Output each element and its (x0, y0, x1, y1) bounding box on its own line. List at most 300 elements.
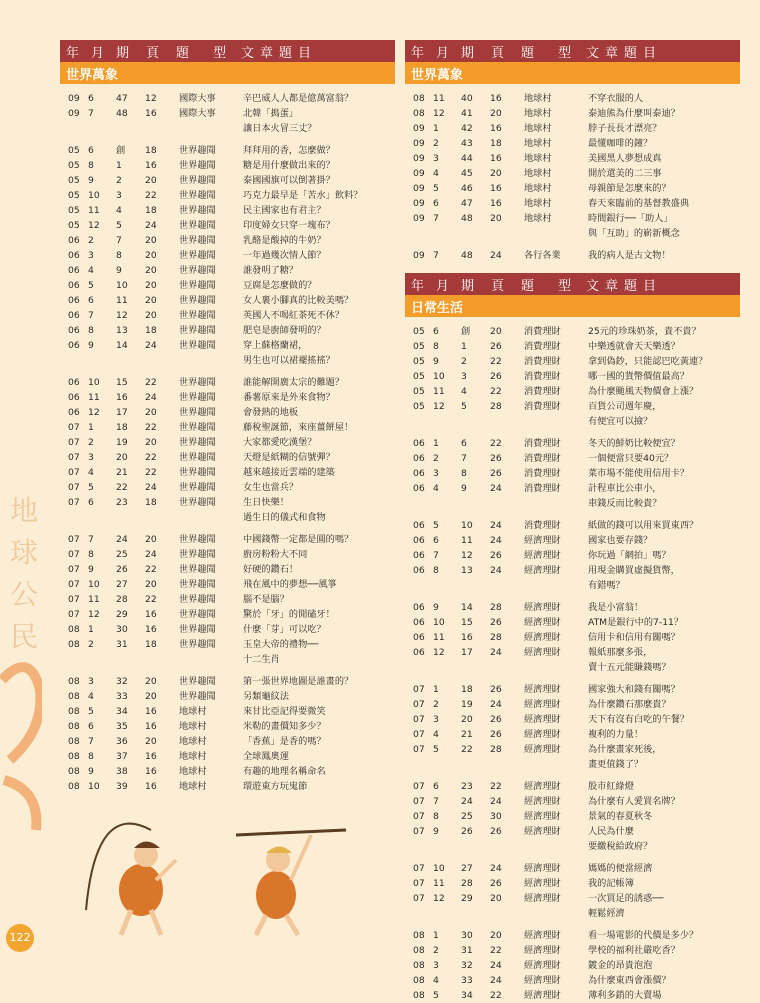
row-issue: 4 (461, 386, 467, 397)
row-month: 2 (433, 945, 439, 956)
row-type: 世界趣聞 (179, 691, 216, 702)
row-issue: 30 (116, 624, 128, 635)
table-row (405, 891, 740, 906)
row-page: 22 (145, 190, 157, 201)
row-article: 米勒的畫價知多少？ (243, 721, 326, 732)
row-month: 4 (88, 467, 94, 478)
row-issue: 42 (461, 123, 473, 134)
row-year: 06 (413, 602, 425, 613)
row-type: 世界趣聞 (179, 422, 216, 433)
row-page (490, 839, 524, 854)
row-type: 世界趣聞 (179, 482, 216, 493)
row-year: 05 (68, 175, 80, 186)
row-year: 05 (68, 205, 80, 216)
row-page: 16 (145, 108, 157, 119)
row-year: 06 (413, 647, 425, 658)
row-issue: 13 (116, 325, 128, 336)
table-row (60, 278, 395, 293)
row-month: 7 (433, 550, 439, 561)
group-spacer (405, 429, 740, 436)
row-page: 24 (145, 220, 157, 231)
row-article: 穿上蘇格蘭裙， (243, 340, 308, 351)
row-page (490, 496, 524, 511)
row-issue: 34 (461, 990, 473, 1001)
row-type: 地球村 (524, 108, 552, 119)
row-article: 媽媽的便當經濟 (588, 863, 653, 874)
row-issue: 13 (461, 565, 473, 576)
article-list (405, 91, 740, 263)
row-page (145, 121, 179, 136)
row-page: 24 (145, 392, 157, 403)
row-year: 07 (413, 781, 425, 792)
table-row (60, 420, 395, 435)
row-year: 08 (68, 691, 80, 702)
row-issue: 48 (116, 108, 128, 119)
row-year: 09 (413, 123, 425, 134)
row-type: 世界趣聞 (179, 452, 216, 463)
row-type: 世界趣聞 (179, 639, 216, 650)
row-page: 26 (490, 341, 502, 352)
row-page (490, 414, 524, 429)
group-spacer (405, 241, 740, 248)
header-article: 文章題目 (586, 278, 663, 294)
row-month: 8 (88, 751, 94, 762)
row-month (433, 757, 461, 772)
table-row (60, 607, 395, 622)
row-year: 08 (68, 766, 80, 777)
header-type: 題 型 (521, 278, 582, 294)
row-type: 世界趣聞 (179, 377, 216, 388)
row-type: 世界趣聞 (179, 250, 216, 261)
row-year (405, 578, 433, 593)
row-issue: 22 (116, 482, 128, 493)
row-article: 腦不是腦？ (243, 594, 289, 605)
row-year: 05 (413, 386, 425, 397)
row-issue (461, 660, 490, 675)
row-issue: 48 (461, 213, 473, 224)
row-issue: 25 (461, 811, 473, 822)
table-row (405, 211, 740, 226)
row-article: 過生日的儀式和食物 (243, 512, 326, 523)
row-page: 20 (145, 534, 157, 545)
row-year: 05 (413, 371, 425, 382)
row-page: 16 (145, 751, 157, 762)
table-row (60, 704, 395, 719)
table-row (405, 697, 740, 712)
table-row (405, 196, 740, 211)
table-row (405, 779, 740, 794)
row-article: ATM是銀行中的7-11？ (588, 617, 684, 628)
row-page: 18 (145, 205, 157, 216)
row-year: 06 (413, 617, 425, 628)
table-row (405, 958, 740, 973)
row-article: 一年過幾次情人節？ (243, 250, 326, 261)
row-issue: 33 (461, 975, 473, 986)
row-type (524, 757, 588, 772)
table-row (60, 188, 395, 203)
table-row (405, 414, 740, 429)
row-type: 消費理財 (524, 356, 561, 367)
group-spacer (60, 368, 395, 375)
row-month: 7 (433, 796, 439, 807)
table-row (60, 106, 395, 121)
row-article: 十二生肖 (243, 654, 280, 665)
row-type: 消費理財 (524, 386, 561, 397)
table-row (405, 861, 740, 876)
table-row (405, 384, 740, 399)
header-issue: 期 (461, 45, 476, 61)
row-issue: 33 (116, 691, 128, 702)
row-year: 06 (68, 280, 80, 291)
row-year: 09 (413, 213, 425, 224)
row-issue: 21 (461, 729, 473, 740)
row-type: 世界趣聞 (179, 497, 216, 508)
row-page: 16 (490, 123, 502, 134)
svg-text:公: 公 (10, 578, 39, 611)
row-page: 18 (145, 639, 157, 650)
header-article: 文章題目 (586, 45, 663, 61)
section-title: 世界萬象 (405, 62, 740, 84)
row-type: 經濟理財 (524, 535, 561, 546)
row-article: 民主國家也有君主？ (243, 205, 326, 216)
row-page: 20 (145, 250, 157, 261)
row-year: 09 (68, 93, 80, 104)
row-year: 07 (68, 452, 80, 463)
row-month: 3 (88, 676, 94, 687)
row-issue: 17 (116, 407, 128, 418)
row-page: 26 (490, 371, 502, 382)
row-article: 不穿衣服的人 (588, 93, 644, 104)
row-type: 消費理財 (524, 438, 561, 449)
row-article: 一次買足的誘惑── (588, 893, 664, 904)
svg-text:民: 民 (10, 620, 39, 653)
row-article: 好硬的鑽石！ (243, 564, 299, 575)
row-issue: 24 (461, 796, 473, 807)
row-page: 16 (145, 781, 157, 792)
row-issue: 1 (461, 341, 467, 352)
svg-text:地: 地 (10, 494, 39, 527)
table-row (60, 248, 395, 263)
row-article: 脖子長長才漂亮？ (588, 123, 662, 134)
row-month: 10 (433, 617, 445, 628)
row-year: 05 (68, 220, 80, 231)
row-year: 06 (68, 295, 80, 306)
section-title: 日常生活 (405, 295, 740, 317)
row-type: 消費理財 (524, 341, 561, 352)
row-issue: 23 (116, 497, 128, 508)
table-row (60, 480, 395, 495)
row-type: 世界趣聞 (179, 407, 216, 418)
row-article: 看一場電影的代價是多少？ (588, 930, 699, 941)
row-month: 2 (433, 138, 439, 149)
row-page: 20 (490, 326, 502, 337)
row-month: 1 (433, 684, 439, 695)
row-article: 你玩過「網拍」嗎？ (588, 550, 671, 561)
row-page: 16 (490, 183, 502, 194)
row-month: 4 (433, 168, 439, 179)
row-issue: 17 (461, 647, 473, 658)
row-page: 24 (145, 340, 157, 351)
row-article: 母親節是怎麼來的？ (588, 183, 671, 194)
row-month: 3 (433, 714, 439, 725)
row-year: 06 (413, 550, 425, 561)
row-type: 經濟理財 (524, 893, 561, 904)
row-month: 4 (433, 729, 439, 740)
row-article: 有趣的地理名稱命名 (243, 766, 326, 777)
row-type: 經濟理財 (524, 647, 561, 658)
row-issue: 48 (461, 250, 473, 261)
table-row (60, 233, 395, 248)
row-page: 20 (145, 235, 157, 246)
row-month (433, 906, 461, 921)
row-month: 2 (433, 699, 439, 710)
row-issue: 創 (116, 145, 126, 156)
table-row (60, 532, 395, 547)
row-year: 07 (413, 684, 425, 695)
row-page: 16 (145, 624, 157, 635)
row-year: 07 (413, 714, 425, 725)
row-month: 11 (433, 386, 445, 397)
table-row (60, 719, 395, 734)
row-article: 美國黑人夢想成真 (588, 153, 662, 164)
row-article: 玉皇大帝的禮物── (243, 639, 319, 650)
row-year: 07 (413, 826, 425, 837)
table-header (405, 273, 740, 295)
page-number: 122 (6, 924, 34, 952)
table-row (60, 203, 395, 218)
row-issue: 19 (116, 437, 128, 448)
row-year: 06 (68, 340, 80, 351)
row-type: 世界趣聞 (179, 676, 216, 687)
row-article: 輕鬆經濟 (588, 908, 625, 919)
row-year: 08 (68, 751, 80, 762)
row-page: 24 (490, 520, 502, 531)
row-type: 地球村 (179, 721, 207, 732)
row-month: 9 (433, 356, 439, 367)
row-type: 世界趣聞 (179, 340, 216, 351)
row-article: 中樂透就會天天樂透？ (588, 341, 680, 352)
row-month: 11 (433, 93, 445, 104)
row-type (179, 652, 243, 667)
row-article: 我的病人是古文物！ (588, 250, 671, 261)
row-page: 16 (145, 766, 157, 777)
row-page: 24 (490, 699, 502, 710)
row-type: 世界趣聞 (179, 220, 216, 231)
row-type: 世界趣聞 (179, 235, 216, 246)
row-issue: 9 (116, 265, 122, 276)
row-year (60, 353, 88, 368)
row-year: 06 (68, 235, 80, 246)
row-month: 9 (88, 340, 94, 351)
row-month: 12 (88, 609, 100, 620)
row-issue: 26 (116, 564, 128, 575)
group-spacer (405, 772, 740, 779)
row-year: 07 (68, 579, 80, 590)
row-year: 09 (413, 198, 425, 209)
table-row (405, 91, 740, 106)
row-article: 會發熱的地板 (243, 407, 299, 418)
row-article: 巧克力最早是「苦水」飲料？ (243, 190, 363, 201)
row-type: 世界趣聞 (179, 265, 216, 276)
article-list (405, 324, 740, 1003)
row-type: 地球村 (524, 198, 552, 209)
row-issue: 11 (116, 295, 128, 306)
article-list (60, 91, 395, 794)
row-month: 11 (88, 392, 100, 403)
table-row (405, 481, 740, 496)
row-page: 30 (490, 811, 502, 822)
row-issue: 28 (116, 594, 128, 605)
row-type: 地球村 (524, 123, 552, 134)
row-year: 07 (413, 811, 425, 822)
header-page: 頁 (491, 45, 506, 61)
row-year: 07 (413, 796, 425, 807)
row-issue: 12 (461, 550, 473, 561)
table-row (405, 615, 740, 630)
row-year: 06 (68, 392, 80, 403)
row-article: 國家強大和錢有關嗎？ (588, 684, 680, 695)
row-page: 20 (145, 175, 157, 186)
row-article: 計程車比公車小， (588, 483, 662, 494)
row-month: 8 (433, 341, 439, 352)
row-year: 06 (68, 310, 80, 321)
row-type: 世界趣聞 (179, 145, 216, 156)
row-issue: 21 (116, 467, 128, 478)
row-page: 18 (145, 325, 157, 336)
row-issue: 29 (461, 893, 473, 904)
row-month: 11 (88, 205, 100, 216)
row-page (490, 906, 524, 921)
row-issue: 30 (461, 930, 473, 941)
row-type (524, 660, 588, 675)
row-issue: 20 (461, 714, 473, 725)
row-issue (461, 906, 490, 921)
row-article: 報紙那麼多張， (588, 647, 653, 658)
row-article: 男生也可以裙襬搖搖？ (243, 355, 335, 366)
row-month (433, 496, 461, 511)
row-month: 1 (433, 930, 439, 941)
row-type: 世界趣聞 (179, 392, 216, 403)
row-issue: 14 (461, 602, 473, 613)
row-page: 16 (145, 160, 157, 171)
row-type: 國際大事 (179, 108, 216, 119)
row-month: 4 (88, 691, 94, 702)
table-row (60, 308, 395, 323)
row-type: 各行各業 (524, 250, 561, 261)
row-type: 經濟理財 (524, 684, 561, 695)
row-month: 6 (88, 497, 94, 508)
row-year: 08 (413, 975, 425, 986)
row-page: 26 (490, 729, 502, 740)
row-type: 消費理財 (524, 520, 561, 531)
row-year: 08 (68, 736, 80, 747)
row-year (60, 652, 88, 667)
row-article: 英國人不喝紅茶死不休？ (243, 310, 345, 321)
table-row (60, 218, 395, 233)
row-page (490, 660, 524, 675)
table-row (60, 353, 395, 368)
table-header (405, 40, 740, 62)
group-spacer (60, 525, 395, 532)
row-issue: 24 (116, 534, 128, 545)
row-month: 6 (88, 721, 94, 732)
row-type: 經濟理財 (524, 550, 561, 561)
table-row (60, 450, 395, 465)
row-type: 世界趣聞 (179, 609, 216, 620)
row-year: 08 (68, 721, 80, 732)
row-type: 經濟理財 (524, 617, 561, 628)
row-type: 經濟理財 (524, 796, 561, 807)
row-article: 讓日本火冒三丈？ (243, 123, 317, 134)
table-header (60, 40, 395, 62)
row-page: 16 (490, 93, 502, 104)
row-month: 3 (88, 250, 94, 261)
row-page (490, 226, 524, 241)
table-row (405, 354, 740, 369)
table-row (405, 518, 740, 533)
row-page: 22 (145, 452, 157, 463)
row-month: 5 (88, 280, 94, 291)
row-page: 22 (145, 594, 157, 605)
row-month: 4 (433, 975, 439, 986)
row-article: 泰迪熊為什麼叫泰迪？ (588, 108, 680, 119)
table-row (405, 809, 740, 824)
row-type: 世界趣聞 (179, 190, 216, 201)
table-row (405, 928, 740, 943)
row-year: 06 (413, 632, 425, 643)
table-row (405, 248, 740, 263)
row-article: 廚房粉粉大不同 (243, 549, 308, 560)
row-type: 經濟理財 (524, 975, 561, 986)
row-month: 7 (88, 310, 94, 321)
row-page: 20 (145, 295, 157, 306)
row-year: 06 (68, 407, 80, 418)
table-row (60, 577, 395, 592)
row-page: 20 (145, 676, 157, 687)
row-page (490, 757, 524, 772)
row-article: 為什麼鑽石那麼貴？ (588, 699, 671, 710)
row-month: 9 (88, 564, 94, 575)
row-article: 為什麼畫家死後， (588, 744, 662, 755)
row-type: 消費理財 (524, 468, 561, 479)
row-issue: 19 (461, 699, 473, 710)
row-month: 9 (433, 602, 439, 613)
row-type: 經濟理財 (524, 945, 561, 956)
row-month: 7 (88, 534, 94, 545)
row-type: 地球村 (524, 183, 552, 194)
header-month: 月 (91, 45, 106, 61)
row-issue: 7 (116, 235, 122, 246)
table-row (60, 338, 395, 353)
row-year: 05 (413, 401, 425, 412)
row-issue: 6 (461, 438, 467, 449)
row-type: 經濟理財 (524, 781, 561, 792)
row-type: 國際大事 (179, 93, 216, 104)
row-article: 什麼「芽」可以吃？ (243, 624, 326, 635)
row-year (405, 906, 433, 921)
row-month: 8 (88, 160, 94, 171)
row-issue: 38 (116, 766, 128, 777)
table-row (60, 547, 395, 562)
row-type: 經濟理財 (524, 960, 561, 971)
row-page: 22 (145, 467, 157, 478)
row-month: 12 (88, 220, 100, 231)
row-type: 經濟理財 (524, 826, 561, 837)
row-type: 世界趣聞 (179, 564, 216, 575)
row-page: 22 (145, 422, 157, 433)
table-row (405, 136, 740, 151)
table-row (405, 943, 740, 958)
